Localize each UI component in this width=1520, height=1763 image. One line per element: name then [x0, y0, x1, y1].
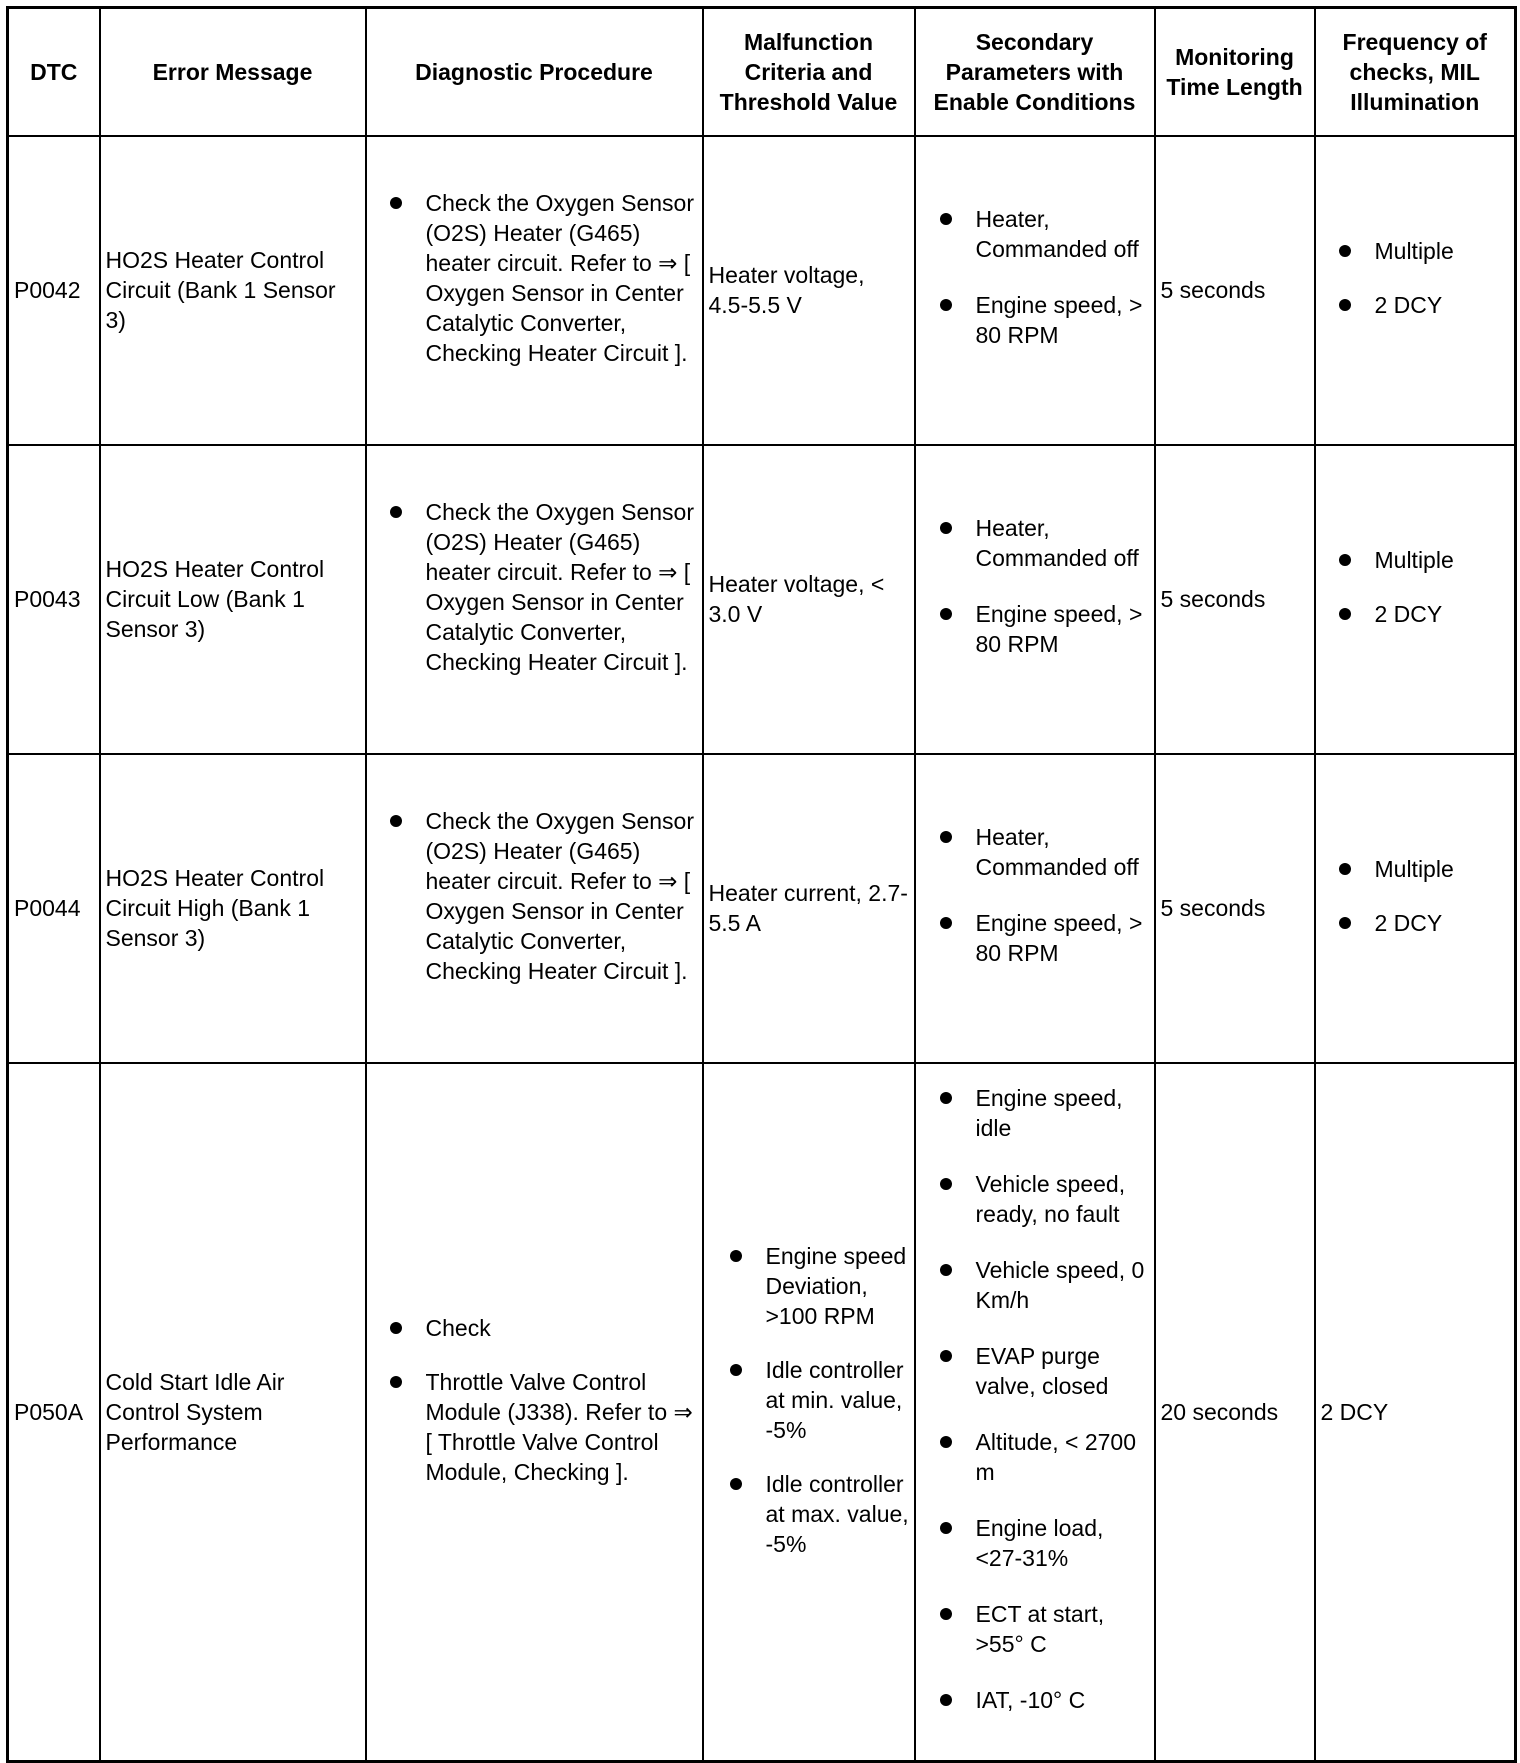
error-message: HO2S Heater Control Circuit High (Bank 1 Sensor 3) [100, 754, 366, 1063]
procedure-step: Check the Oxygen Sensor (O2S) Heater (G465) heater circuit. Refer to ⇒ [ Oxygen Sensor in Center Catalytic Converter, Checking Heater Circuit ]. [386, 806, 698, 986]
header-frequency: Frequency of checks, MIL Illumination [1315, 8, 1516, 136]
secondary-parameters [915, 445, 1155, 754]
header-row [8, 8, 1516, 136]
malfunction-criteria: Heater voltage, 4.5-5.5 V [703, 136, 915, 445]
table-row [8, 136, 1516, 445]
dtc-table [6, 6, 1517, 1763]
monitoring-time: 5 seconds [1155, 445, 1315, 754]
diagnostic-procedure [366, 136, 703, 445]
dtc-code: P050A [8, 1063, 100, 1762]
secondary-parameters [915, 1063, 1155, 1762]
diagnostic-procedure [366, 445, 703, 754]
error-message: HO2S Heater Control Circuit (Bank 1 Sensor 3) [100, 136, 366, 445]
secondary-parameter: Engine speed, > 80 RPM [936, 290, 1150, 350]
frequency [1315, 136, 1516, 445]
monitoring-time: 20 seconds [1155, 1063, 1315, 1762]
frequency-item: Multiple [1335, 854, 1511, 884]
frequency-item: 2 DCY [1335, 908, 1511, 938]
dtc-code: P0042 [8, 136, 100, 445]
secondary-parameter: Engine speed, > 80 RPM [936, 908, 1150, 968]
malfunction-criteria [703, 1063, 915, 1762]
table-row [8, 754, 1516, 1063]
diagnostic-procedure [366, 1063, 703, 1762]
header-dtc: DTC [8, 8, 100, 136]
secondary-parameter: IAT, -10° C [936, 1685, 1150, 1715]
frequency-item: Multiple [1335, 545, 1511, 575]
frequency [1315, 445, 1516, 754]
secondary-parameter: Engine speed, idle [936, 1083, 1150, 1143]
secondary-parameter: Engine speed, > 80 RPM [936, 599, 1150, 659]
error-message: Cold Start Idle Air Control System Performance [100, 1063, 366, 1762]
dtc-code: P0044 [8, 754, 100, 1063]
frequency [1315, 754, 1516, 1063]
frequency-item: Multiple [1335, 236, 1511, 266]
secondary-parameter: Vehicle speed, 0 Km/h [936, 1255, 1150, 1315]
criteria-item: Idle controller at max. value, -5% [726, 1469, 910, 1559]
malfunction-criteria: Heater current, 2.7-5.5 A [703, 754, 915, 1063]
criteria-item: Idle controller at min. value, -5% [726, 1355, 910, 1445]
malfunction-criteria: Heater voltage, < 3.0 V [703, 445, 915, 754]
header-monitoring-time: Monitoring Time Length [1155, 8, 1315, 136]
secondary-parameter: Heater, Commanded off [936, 513, 1150, 573]
header-malfunction-criteria: Malfunction Criteria and Threshold Value [703, 8, 915, 136]
procedure-step: Check the Oxygen Sensor (O2S) Heater (G465) heater circuit. Refer to ⇒ [ Oxygen Sensor in Center Catalytic Converter, Checking Heater Circuit ]. [386, 497, 698, 677]
diagnostic-procedure [366, 754, 703, 1063]
procedure-step: Check the Oxygen Sensor (O2S) Heater (G465) heater circuit. Refer to ⇒ [ Oxygen Sensor in Center Catalytic Converter, Checking Heater Circuit ]. [386, 188, 698, 368]
table-row [8, 445, 1516, 754]
secondary-parameters [915, 136, 1155, 445]
dtc-code: P0043 [8, 445, 100, 754]
secondary-parameter: Engine load, <27-31% [936, 1513, 1150, 1573]
criteria-item: Engine speed Deviation, >100 RPM [726, 1241, 910, 1331]
secondary-parameter: Heater, Commanded off [936, 204, 1150, 264]
header-error-message: Error Message [100, 8, 366, 136]
procedure-step: Throttle Valve Control Module (J338). Refer to ⇒ [ Throttle Valve Control Module, Checking ]. [386, 1367, 698, 1487]
header-diagnostic-procedure: Diagnostic Procedure [366, 8, 703, 136]
frequency: 2 DCY [1315, 1063, 1516, 1762]
monitoring-time: 5 seconds [1155, 136, 1315, 445]
secondary-parameter: ECT at start, >55° C [936, 1599, 1150, 1659]
table-row [8, 1063, 1516, 1762]
frequency-item: 2 DCY [1335, 599, 1511, 629]
header-secondary-parameters: Secondary Parameters with Enable Conditions [915, 8, 1155, 136]
secondary-parameters [915, 754, 1155, 1063]
monitoring-time: 5 seconds [1155, 754, 1315, 1063]
secondary-parameter: EVAP purge valve, closed [936, 1341, 1150, 1401]
error-message: HO2S Heater Control Circuit Low (Bank 1 Sensor 3) [100, 445, 366, 754]
procedure-step: Check [386, 1313, 698, 1343]
secondary-parameter: Altitude, < 2700 m [936, 1427, 1150, 1487]
frequency-item: 2 DCY [1335, 290, 1511, 320]
secondary-parameter: Heater, Commanded off [936, 822, 1150, 882]
secondary-parameter: Vehicle speed, ready, no fault [936, 1169, 1150, 1229]
